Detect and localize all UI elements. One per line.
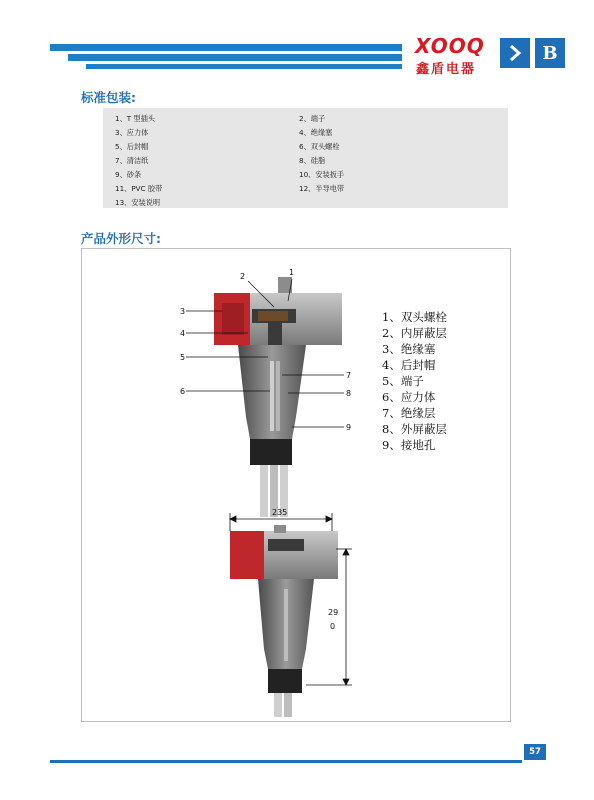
legend-item: 8、外屏蔽层 — [382, 422, 447, 436]
list-item: 12、半导电带 — [299, 184, 345, 193]
chevron-right-icon — [507, 44, 523, 62]
list-item: 6、双头螺栓 — [299, 142, 340, 151]
list-item: 11、PVC 胶带 — [115, 184, 163, 193]
legend-item: 1、双头螺栓 — [382, 310, 447, 324]
dimensions-title: 产品外形尺寸: — [81, 231, 161, 246]
list-item: 5、后封帽 — [115, 142, 149, 151]
dimensions-figure — [81, 248, 511, 722]
section-badge — [535, 38, 565, 68]
company-logo-subtitle: 鑫盾电器 — [416, 62, 477, 77]
list-item: 1、T 型插头 — [115, 114, 155, 123]
list-item: 2、端子 — [299, 114, 326, 123]
packaging-list — [103, 108, 508, 208]
list-item: 7、清洁纸 — [115, 156, 149, 165]
next-button[interactable] — [500, 38, 530, 68]
list-item: 3、应力体 — [115, 128, 149, 137]
callout-7: 7 — [346, 371, 352, 380]
cross-section-drawing — [214, 277, 342, 517]
legend-item: 6、应力体 — [382, 390, 436, 404]
width-dimension-label: 235 — [272, 508, 288, 517]
callout-8: 8 — [346, 389, 352, 398]
header-stripe-middle — [68, 54, 402, 61]
height-dimension-label-bottom: 0 — [330, 622, 336, 631]
dimension-drawing — [230, 525, 338, 717]
list-item: 10、安装扳手 — [299, 170, 345, 179]
legend-item: 9、接地孔 — [382, 438, 436, 452]
packaging-title: 标准包装: — [81, 90, 136, 105]
legend-item: 4、后封帽 — [382, 358, 436, 372]
callout-1: 1 — [289, 268, 295, 277]
page-number: 57 — [524, 744, 546, 760]
callout-6: 6 — [180, 387, 186, 396]
legend-item: 3、绝缘塞 — [382, 342, 436, 356]
legend-item: 5、端子 — [382, 374, 424, 388]
callout-9: 9 — [346, 423, 352, 432]
callout-3: 3 — [180, 307, 186, 316]
height-dimension-label-top: 29 — [328, 608, 339, 617]
list-item: 8、硅脂 — [299, 156, 326, 165]
list-item: 4、绝缘塞 — [299, 128, 333, 137]
list-item: 13、安装说明 — [115, 198, 161, 207]
footer-rule — [50, 760, 522, 763]
legend-item: 7、绝缘层 — [382, 406, 436, 420]
header-stripe-bottom — [86, 64, 402, 69]
legend-item: 2、内屏蔽层 — [382, 326, 447, 340]
section-letter: B — [542, 42, 558, 64]
company-logo: XOOQ — [415, 34, 485, 58]
callout-2: 2 — [240, 272, 246, 281]
callout-4: 4 — [180, 329, 186, 338]
header-stripe-top — [50, 44, 402, 51]
list-item: 9、砂条 — [115, 170, 142, 179]
product-drawing — [82, 249, 512, 723]
callout-5: 5 — [180, 353, 186, 362]
